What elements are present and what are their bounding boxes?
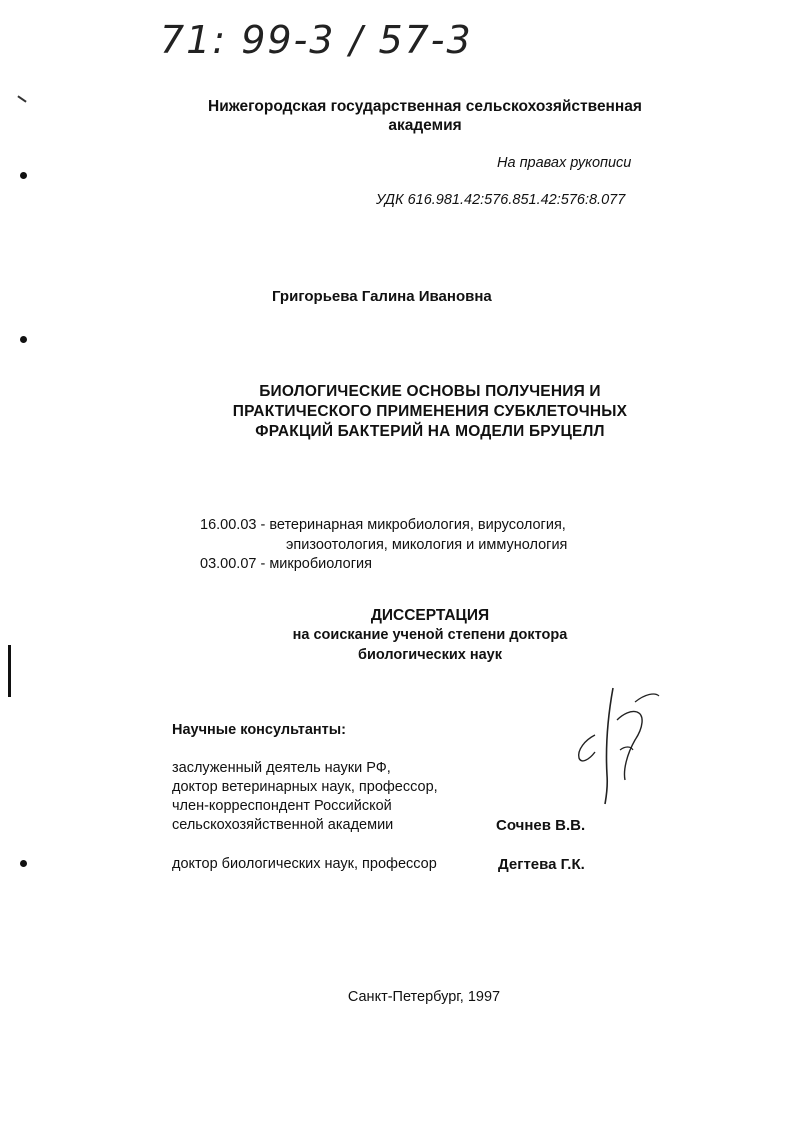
specialty-1-line-1: 16.00.03 - ветеринарная микробиология, вирусология,: [200, 517, 566, 533]
title-line-3: ФРАКЦИЙ БАКТЕРИЙ НА МОДЕЛИ БРУЦЕЛЛ: [255, 423, 605, 440]
dissertation-field-line: биологических наук: [358, 647, 502, 663]
manuscript-rights: На правах рукописи: [497, 155, 632, 171]
binding-hole-dot: [20, 172, 27, 179]
title-line-2: ПРАКТИЧЕСКОГО ПРИМЕНЕНИЯ СУБКЛЕТОЧНЫХ: [232, 403, 628, 420]
consultants-heading: Научные консультанты:: [172, 722, 346, 738]
margin-tick-mark: [17, 95, 26, 102]
specialty-2: 03.00.07 - микробиология: [200, 556, 372, 572]
consultant-1-title-line-3: член-корреспондент Российской: [172, 798, 392, 814]
archive-number-handwritten: 71: 99-3 / 57-3: [160, 18, 473, 62]
consultant-1-title-line-2: доктор ветеринарных наук, профессор,: [172, 779, 438, 795]
place-year: Санкт-Петербург, 1997: [347, 989, 501, 1005]
binding-hole-dot: [20, 860, 27, 867]
institution-line-2: академия: [388, 117, 462, 134]
dissertation-degree-line: на соискание ученой степени доктора: [292, 627, 568, 643]
binding-hole-dot: [20, 336, 27, 343]
consultant-1-title-line-1: заслуженный деятель науки РФ,: [172, 760, 391, 776]
title-line-1: БИОЛОГИЧЕСКИЕ ОСНОВЫ ПОЛУЧЕНИЯ И: [259, 383, 601, 400]
dissertation-heading: ДИССЕРТАЦИЯ: [370, 607, 490, 624]
institution-line-1: Нижегородская государственная сельскохозяйственная: [208, 98, 642, 115]
consultant-2-title: доктор биологических наук, профессор: [172, 856, 437, 872]
udk-code: УДК 616.981.42:576.851.42:576:8.077: [376, 192, 626, 208]
handwritten-signature: [565, 680, 665, 810]
consultant-1-name: Сочнев В.В.: [496, 817, 586, 834]
consultant-2-name: Дегтева Г.К.: [498, 856, 585, 873]
author-name: Григорьева Галина Ивановна: [272, 288, 492, 305]
consultant-1-title-line-4: сельскохозяйственной академии: [172, 817, 394, 833]
specialty-1-line-2: эпизоотология, микология и иммунология: [286, 537, 568, 553]
margin-bracket-mark: [8, 645, 11, 697]
